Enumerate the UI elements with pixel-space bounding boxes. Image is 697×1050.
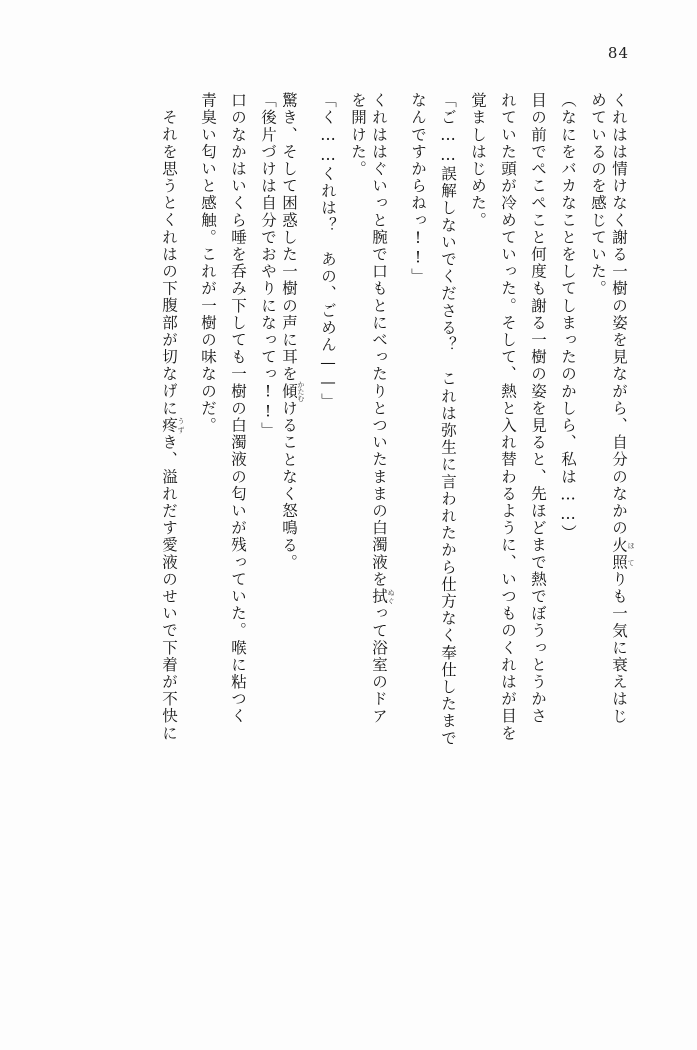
ruby-annotation: 傾 かたむ <box>280 380 305 402</box>
text-column: 「後片づけは自分でおやりになってっ!!」 <box>259 92 277 439</box>
text-column: 口のなかはいくら唾を呑み下しても一樹の白濁液の匂いが残っていた。喉に粘つく <box>229 92 247 725</box>
text-column: （なにをバカなことをしてしまったのかしら、私は……） <box>559 92 577 542</box>
text-column: れていた頭が冷めていった。そして、熱と入れ替わるように、いつものくれはが目を <box>499 92 517 742</box>
vertical-text-body <box>58 92 635 994</box>
ruby-annotation: 火照 ほて <box>610 536 635 571</box>
text-column: を開けた。 <box>349 92 367 178</box>
text-column: 「く……くれは？ あの、ごめん——」 <box>319 92 337 410</box>
text-column: くれははぐいっと腕で口もとにべったりとついたままの白濁液を拭 ぬぐって浴室のドア <box>370 92 395 725</box>
text-column: 青臭い匂いと感触。これが一樹の味なのだ。 <box>199 92 217 434</box>
text-column: 「ご……誤解しないでくださる？ これは弥生に言われたから仕方なく奉仕したまで <box>439 92 457 747</box>
text-column: 驚き、そして困惑した一樹の声に耳を傾 かたむけることなく怒鳴る。 <box>280 92 305 571</box>
text-column: なんですからねっ!!」 <box>409 92 427 286</box>
text-column: 覚ましはじめた。 <box>469 92 487 229</box>
text-column: くれはは情けなく謝る一樹の姿を見ながら、自分のなかの火照 ほてりも一気に衰えはじ <box>610 92 635 725</box>
ruby-annotation: 疼 うず <box>160 416 185 434</box>
text-column: それを思うとくれはの下腹部が切なげに疼 うずき、溢れだす愛液のせいで下着が不快に <box>160 109 185 742</box>
text-column: めているのを感じていた。 <box>589 92 607 298</box>
text-column: 目の前でぺこぺこと何度も謝る一樹の姿を見ると、先ほどまで熱でぼうっとうかさ <box>529 92 547 725</box>
ruby-annotation: 拭 ぬぐ <box>370 587 395 606</box>
page-number: 84 <box>607 44 629 62</box>
